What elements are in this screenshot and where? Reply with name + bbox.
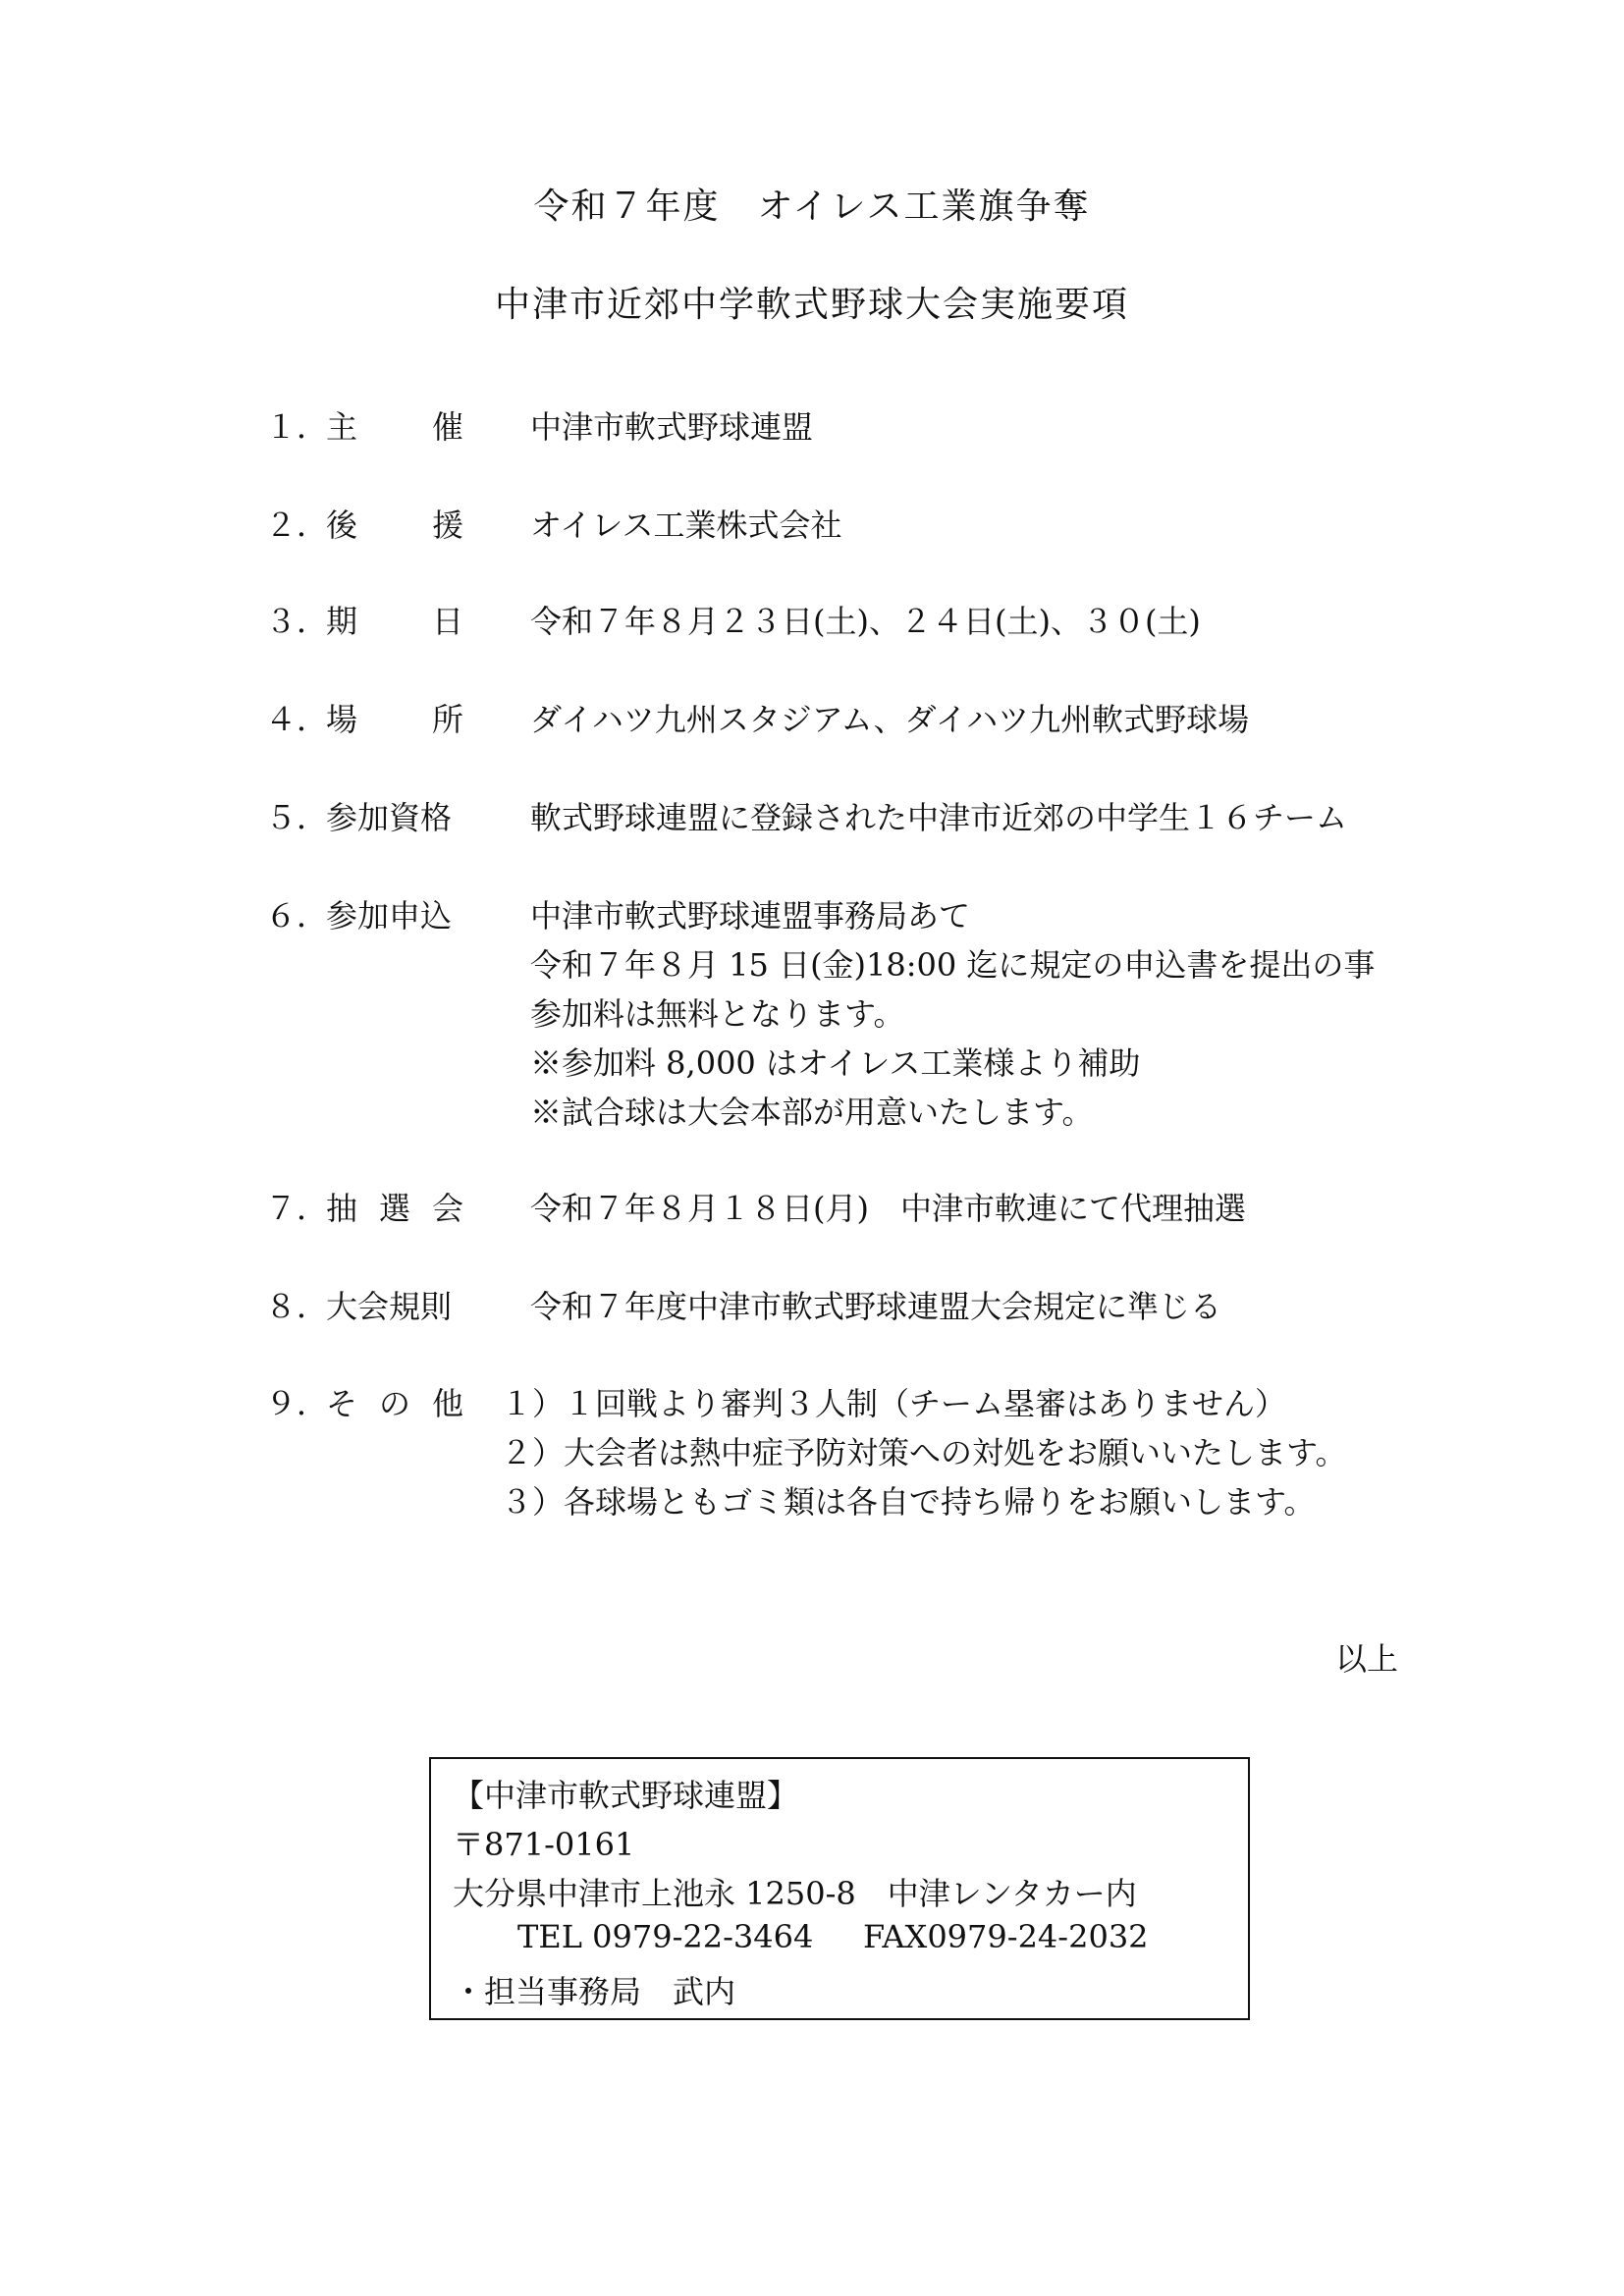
item-label-part: 場 — [326, 701, 358, 738]
item-content-line: 軟式野球連盟に登録された中津市近郊の中学生１６チーム — [530, 799, 1348, 836]
item-label-part: 他 — [431, 1385, 463, 1422]
item-content — [530, 695, 1249, 744]
item-label-part: 選 — [378, 1190, 410, 1227]
item-content-line: 中津市軟式野球連盟 — [530, 408, 814, 446]
contact-org: 【中津市軟式野球連盟】 — [453, 1777, 799, 1814]
item-label — [326, 597, 463, 646]
item-content-line: 参加料は無料となります。 — [530, 995, 905, 1033]
contact-fax: FAX0979-24-2032 — [863, 1918, 1149, 1955]
contact-person: ・担当事務局 武内 — [453, 1973, 736, 2010]
item-content-line: 令和７年８月２３日(土)、２４日(土)、３０(土) — [530, 603, 1201, 640]
item-label-part: の — [378, 1385, 410, 1422]
item-content-line: ２）大会者は熱中症予防対策への対処をお願いいたします。 — [501, 1434, 1347, 1471]
item-content-line: 令和７年８月 15 日(金)18:00 迄に規定の申込書を提出の事 — [530, 946, 1376, 984]
item-content-line: ※試合球は大会本部が用意いたします。 — [530, 1094, 1094, 1131]
item-number: ８． — [265, 1288, 329, 1325]
item-label-part: 抽 — [326, 1190, 358, 1227]
item-number: ７． — [265, 1190, 329, 1227]
item-label-part: 所 — [431, 701, 463, 738]
item-content-line: ダイハツ九州スタジアム、ダイハツ九州軟式野球場 — [530, 701, 1250, 738]
item-content-line: ※参加料 8,000 はオイレス工業様より補助 — [530, 1044, 1141, 1082]
item-label — [326, 402, 463, 452]
item-label — [326, 793, 463, 842]
item-label-part: 期 — [326, 603, 358, 640]
item-label-part: 援 — [431, 507, 463, 544]
item-content-line: 中津市軟式野球連盟事務局あて — [530, 897, 971, 934]
item-number: ６． — [265, 897, 329, 934]
item-label — [326, 891, 463, 940]
item-content — [530, 402, 813, 452]
item-label-part: 日 — [431, 603, 463, 640]
item-content — [530, 793, 1347, 842]
item-content — [501, 1379, 1346, 1526]
contact-tel: TEL 0979-22-3464 — [517, 1918, 814, 1955]
item-label — [326, 501, 463, 550]
item-content — [530, 1282, 1221, 1331]
item-label — [326, 1282, 463, 1331]
item-label-part: 参加資格 — [326, 799, 453, 836]
item-number: ４． — [265, 701, 329, 738]
item-number: ５． — [265, 799, 329, 836]
closing-text: 以上 — [1335, 1640, 1399, 1678]
document-title-line1: 令和７年度 オイレス工業旗争奪 — [533, 187, 1091, 227]
item-label — [326, 1379, 463, 1428]
item-label-part: 大会規則 — [326, 1288, 453, 1325]
item-content — [530, 1184, 1246, 1233]
item-label — [326, 1184, 463, 1233]
document-title-line2: 中津市近郊中学軟式野球大会実施要項 — [494, 285, 1129, 325]
item-content — [530, 501, 841, 550]
item-content-line: 令和７年度中津市軟式野球連盟大会規定に準じる — [530, 1288, 1222, 1325]
item-number: ２． — [265, 507, 329, 544]
item-number: ９． — [265, 1385, 329, 1422]
contact-box — [429, 1757, 1250, 2020]
item-label-part: 後 — [326, 507, 358, 544]
contact-address: 大分県中津市上池永 1250-8 中津レンタカー内 — [453, 1875, 1137, 1912]
item-label-part: 催 — [431, 408, 463, 446]
item-number: １． — [265, 408, 329, 446]
item-label-part: 主 — [326, 408, 358, 446]
item-label-part: 会 — [431, 1190, 463, 1227]
item-label-part: そ — [326, 1385, 358, 1422]
item-content — [530, 597, 1201, 646]
item-content — [530, 891, 1375, 1137]
item-label — [326, 695, 463, 744]
contact-postal: 〒871-0161 — [453, 1826, 635, 1863]
item-content-line: 令和７年８月１８日(月) 中津市軟連にて代理抽選 — [530, 1190, 1246, 1227]
item-content-line: １）１回戦より審判３人制（チーム塁審はありません） — [501, 1385, 1287, 1422]
item-label-part: 参加申込 — [326, 897, 453, 934]
item-content-line: ３）各球場ともゴミ類は各自で持ち帰りをお願いします。 — [501, 1483, 1316, 1521]
item-number: ３． — [265, 603, 329, 640]
item-content-line: オイレス工業株式会社 — [530, 507, 842, 544]
